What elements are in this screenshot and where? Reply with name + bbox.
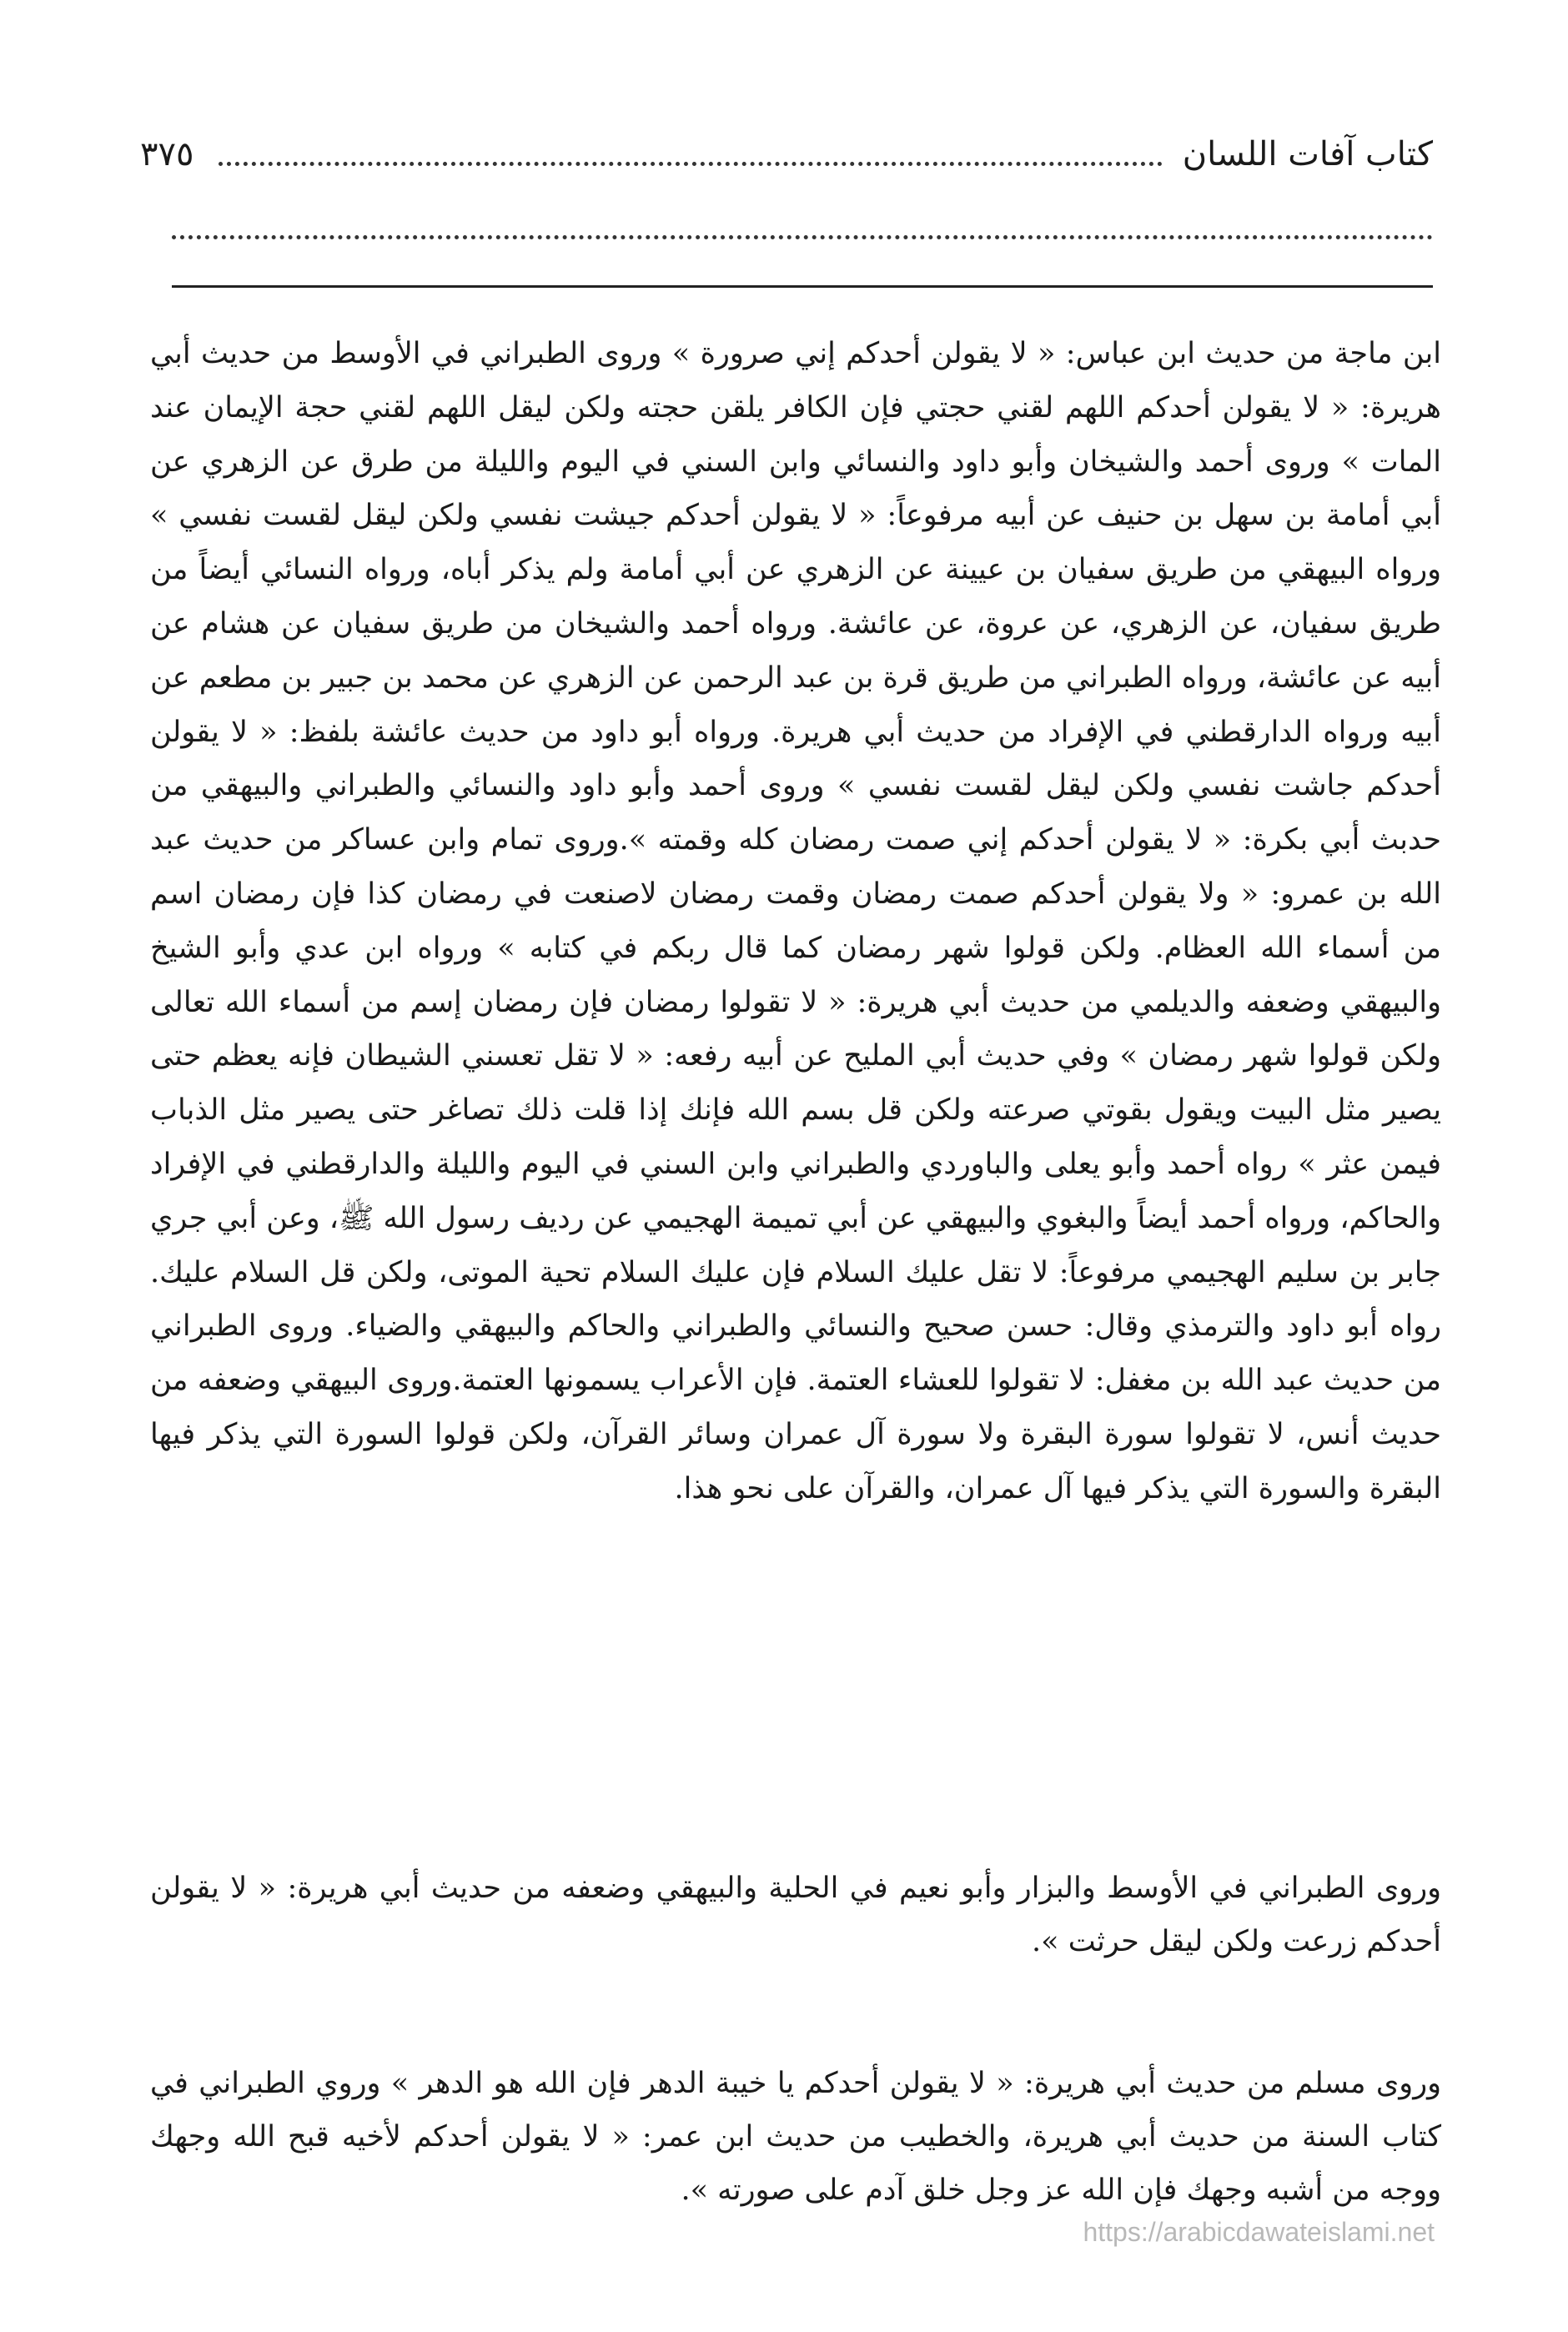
solid-separator (172, 285, 1433, 288)
header-dot-leader (219, 157, 1162, 166)
header-title: كتاب آفات اللسان (1182, 135, 1433, 173)
dotted-separator (172, 235, 1433, 239)
paragraph-2: وروى الطبراني في الأوسط والبزار وأبو نعيم في الحلية والبيهقي وضعفه من حديث أبي هريرة: « لا يقولن أحدكم زرعت ولكن ليقل حرثت ». (150, 1872, 1441, 1958)
page-number: ٣٧٥ (140, 135, 194, 173)
main-paragraph: ابن ماجة من حديث ابن عباس: « لا يقولن أحدكم إني صرورة » وروى الطبراني في الأوسط من حديث أبي هريرة: « لا يقولن أحدكم اللهم لقني حجتي فإن الكافر يلقن حجته ولكن ليقل اللهم لقني حجة الإيمان عند المات » وروى أحمد والشيخان وأبو داود والنسائي وابن السني في اليوم والليلة من طرق عن الزهري عن أبي أمامة بن سهل بن حنيف عن أبيه مرفوعاً: « لا يقولن أحدكم جيشت نفسي ولكن ليقل لقست نفسي » ورواه البيهقي من طريق سفيان بن عيينة عن الزهري عن أبي أمامة ولم يذكر أباه، ورواه النسائي أيضاً من طريق سفيان، عن الزهري، عن عروة، عن عائشة. ورواه أحمد والشيخان من طريق سفيان عن هشام عن أبيه عن عائشة، ورواه الطبراني من طريق قرة بن عبد الرحمن عن الزهري عن محمد بن جبير بن مطعم عن أبيه ورواه الدارقطني في الإفراد من حديث أبي هريرة. ورواه أبو داود من حديث عائشة بلفظ: « لا يقولن أحدكم جاشت نفسي ولكن ليقل لقست نفسي » وروى أحمد وأبو داود والنسائي والطبراني والبيهقي من حدبث أبي بكرة: « لا يقولن أحدكم إني صمت رمضان كله وقمته ».وروى تمام وابن عساكر من حديث عبد الله بن عمرو: « ولا يقولن أحدكم صمت رمضان وقمت رمضان لاصنعت في رمضان كذا فإن رمضان اسم من أسماء الله العظام. ولكن قولوا شهر رمضان كما قال ربكم في كتابه » ورواه ابن عدي وأبو الشيخ والبيهقي وضعفه والديلمي من حديث أبي هريرة: « لا تقولوا رمضان فإن رمضان إسم من أسماء الله تعالى ولكن قولوا شهر رمضان » وفي حديث أبي المليح عن أبيه رفعه: « لا تقل تعسني الشيطان فإنه يعظم حتى يصير مثل البيت ويقول بقوتي صرعته ولكن قل بسم الله فإنك إذا قلت ذلك تصاغر حتى يصير مثل الذباب فيمن عثر » رواه أحمد وأبو يعلى والباوردي والطبراني وابن السني في اليوم والليلة والدارقطني في الإفراد والحاكم، ورواه أحمد أيضاً والبغوي والبيهقي عن أبي تميمة الهجيمي عن رديف رسول الله ﷺ، وعن أبي جري جابر بن سليم الهجيمي مرفوعاً: لا تقل عليك السلام فإن عليك السلام تحية الموتى، ولكن قل السلام عليك. رواه أبو داود والترمذي وقال: حسن صحيح والنسائي والطبراني والحاكم والبيهقي والضياء. وروى الطبراني من حديث عبد الله بن مغفل: لا تقولوا للعشاء العتمة. فإن الأعراب يسمونها العتمة.وروى البيهقي وضعفه من حديث أنس، لا تقولوا سورة البقرة ولا سورة آل عمران وسائر القرآن، ولكن قولوا السورة التي يذكر فيها البقرة والسورة التي يذكر فيها آل عمران، والقرآن على نحو هذا. (149, 337, 1441, 1505)
watermark-url: https://arabicdawateislami.net (1083, 2217, 1435, 2247)
running-header (140, 125, 1433, 183)
paragraph-3: وروى مسلم من حديث أبي هريرة: « لا يقولن أحدكم يا خيبة الدهر فإن الله هو الدهر » وروي الطبراني في كتاب السنة من حديث أبي هريرة، والخطيب من حديث ابن عمر: « لا يقولن أحدكم لأخيه قبح الله وجهك ووجه من أشبه وجهك فإن الله عز وجل خلق آدم على صورته ». (150, 2067, 1441, 2207)
